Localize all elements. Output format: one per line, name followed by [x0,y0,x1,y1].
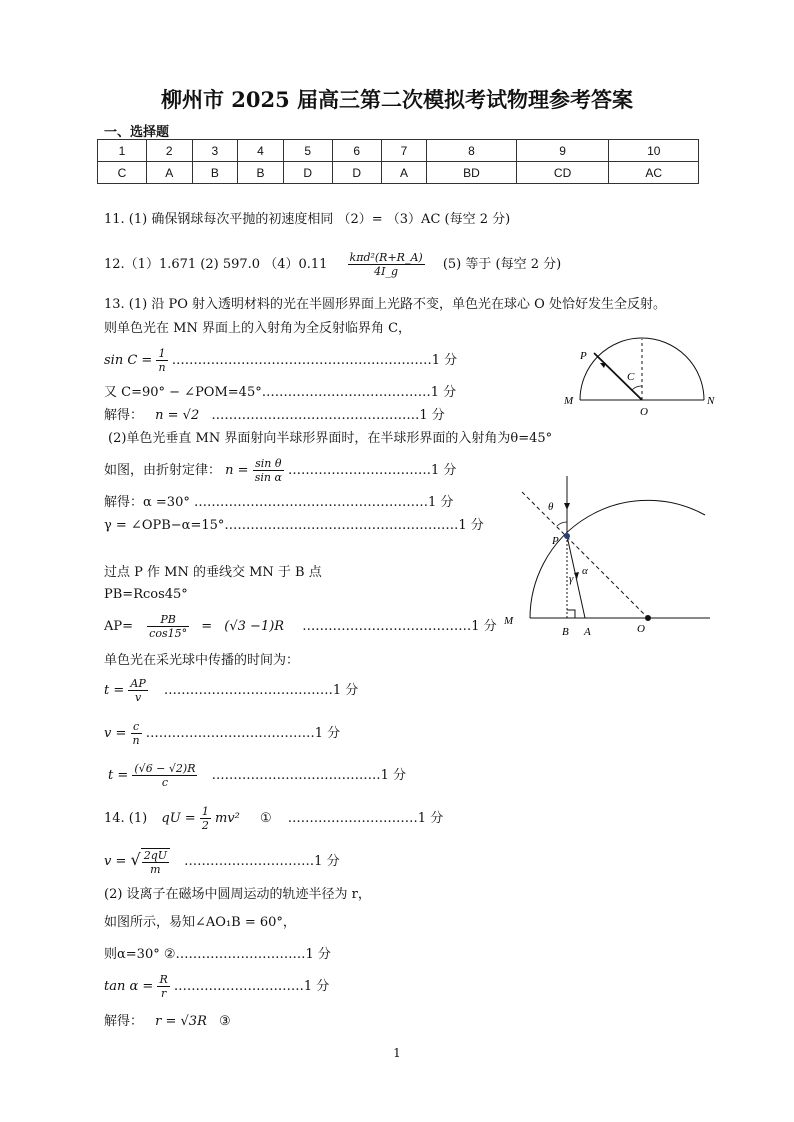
q13-v-fraction [131,720,142,747]
q14-line3: (2) 设离子在磁场中圆周运动的轨迹半径为 r， [104,887,371,902]
q13-intro-2: 则单色光在 MN 界面上的入射角为全反射临界角 C， [104,321,412,336]
q13-t1-dots: …………………………………1 分 [163,683,359,698]
question-number-cell: 4 [238,140,284,162]
q13-part2: (2)单色光垂直 MN 界面射向半球形界面时，在半球形界面的入射角为θ=45° [108,431,553,446]
q13-t2-dots: …………………………………1 分 [211,768,407,783]
q14-l6-den: r [160,987,167,1000]
q13-refraction-fraction [253,457,284,484]
question-number-cell: 3 [192,140,238,162]
q14-l1-eq: qU = [161,811,196,826]
q14-l7-mark: ③ [219,1014,231,1029]
answer-cell: BD [427,162,516,184]
q14-l7-lhs: 解得： [104,1014,144,1029]
fig2-label-gamma: γ [569,573,574,585]
fig2-normal-dashed [522,492,648,618]
fig2-point-p [564,533,570,539]
q13-intro-1: 13. (1) 沿 PO 射入透明材料的光在半圆形界面上光路不变，单色光在球心 O 处恰好发生全反射。 [104,297,666,312]
q14-l6-lhs: tan α = [104,979,154,994]
answer-cell: AC [609,162,699,184]
q13-t1-num: AP [130,677,146,690]
q14-line1 [104,804,443,834]
question-number-cell: 8 [427,140,516,162]
fig2-label-theta: θ [548,501,554,513]
q13-eq1-fraction [156,347,167,374]
q13-v-den: n [132,734,140,747]
q13-v-dots: …………………………………1 分 [145,726,341,741]
section-heading-choice: 一、选择题 [104,125,170,140]
q14-line5: 则α=30° ②…………………………1 分 [104,947,331,962]
q12-line [104,250,561,280]
q12-prefix: 12.（1）1.671 (2) 597.0 （4）0.11 [104,257,328,272]
q13-pb: PB=Rcos45° [104,587,188,602]
fig1-label-p: P [580,350,587,362]
q13-refraction-n: n = [225,463,249,478]
fig2-label-p: P [552,535,559,547]
q14-l1-tail: mv² [214,811,240,826]
fig1-label-c: C [627,371,635,383]
answer-cell: D [283,162,332,184]
q13-eq1 [104,346,457,376]
q14-l6-dots: …………………………1 分 [173,979,330,994]
q12-formula-denominator: 4I_g [374,265,399,278]
q14-l7-value: r = √3R [155,1014,207,1029]
fig1-label-n: N [707,395,715,407]
question-number-cell: 9 [516,140,609,162]
q13-perpendicular: 过点 P 作 MN 的垂线交 MN 于 B 点 [104,565,322,580]
fig2-label-o: O [637,623,645,635]
q13-gamma: γ = ∠OPB−α=15°………………………………………………1 分 [104,518,484,533]
q13-eq2: 又 C=90° − ∠POM=45°…………………………………1 分 [104,385,457,400]
q13-eq3-dots: …………………………………………1 分 [211,408,445,423]
q13-refraction-dots: ……………………………1 分 [288,463,457,478]
q13-ap-eq: = [201,619,213,634]
answer-cell: B [238,162,284,184]
question-number-cell: 1 [98,140,147,162]
q14-l2-num: 2qU [143,848,168,862]
fig2-arc [530,500,705,618]
q13-eq3 [104,407,445,425]
q13-t1-fraction [128,677,147,704]
question-number-cell: 7 [381,140,427,162]
q13-ap-fraction [147,613,189,640]
fig2-label-a: A [584,626,591,638]
fig2-right-angle-mark [567,610,575,618]
q13-v-lhs: v = [104,726,127,741]
q14-l1-num: 1 [201,805,209,818]
q13-eq1-den: n [158,361,166,374]
q12-formula [348,251,425,278]
q14-l1-dots: …………………………1 分 [287,811,444,826]
q13-v-num: c [131,720,142,734]
q14-l2-dots: …………………………1 分 [184,854,340,869]
q13-t2 [108,761,406,791]
q13-t2-num: (√6 − √2)R [134,762,196,775]
fig1-label-m: M [564,395,574,407]
fig2-point-o [645,615,651,621]
q12-suffix: (5) 等于 (每空 2 分) [442,257,562,272]
question-number-cell: 2 [146,140,192,162]
answer-cell: A [381,162,427,184]
answer-cell: B [192,162,238,184]
answer-table [97,139,699,184]
figure-refraction-diagram [500,470,710,640]
fig1-incident-ray [594,353,642,400]
q13-t2-fraction [132,762,197,789]
q14-line4: 如图所示，易知∠AO₁B = 60°， [104,915,296,930]
q14-l1-den: 2 [201,819,209,832]
q14-l1-mark: ① [260,811,272,826]
q14-l2-den: m [150,862,161,876]
fig2-label-b: B [562,626,569,638]
q13-eq3-value: n = √2 [155,408,200,423]
q13-alpha: 解得：α =30° ………………………………………………1 分 [104,495,454,510]
fig2-refracted-arrow [574,572,579,579]
q14-line6 [104,972,329,1002]
question-number-cell: 5 [283,140,332,162]
sqrt-symbol: √ [130,850,141,869]
q13-refraction-den: sin α [254,471,282,484]
fig1-label-o: O [640,406,648,418]
q13-t1-lhs: t = [104,683,125,698]
q13-ap-lhs: AP= [104,619,134,634]
q13-eq1-dots: ……………………………………………………1 分 [171,353,458,368]
q13-refraction-num: sin θ [253,457,284,471]
answer-table-answer-row [98,162,699,184]
q13-refraction-lhs: 如图，由折射定律： [104,463,222,478]
fig2-label-alpha: α [582,565,588,577]
q12-formula-numerator: kπd²(R+R_A) [349,251,423,264]
q13-eq3-lhs: 解得： [104,408,144,423]
q13-time-intro: 单色光在采光球中传播的时间为： [104,653,300,668]
fig1-angle-arc [632,386,642,390]
fig1-ray-arrow [600,363,606,368]
q13-t1 [104,676,358,706]
q13-refraction-law [104,456,456,486]
answer-cell: A [146,162,192,184]
q14-line7 [104,1013,231,1031]
q13-eq1-num: 1 [156,347,167,361]
question-number-cell: 6 [332,140,381,162]
q13-t2-den: c [161,776,169,789]
answer-cell: CD [516,162,609,184]
q14-l6-fraction [157,973,169,1000]
q14-l2-fraction [141,848,170,876]
answer-table-number-row [98,140,699,162]
fig2-incident-arrow [564,503,570,510]
q13-eq1-lhs: sin C = [104,353,153,368]
q14-line2 [104,845,340,877]
q13-ap-rhs: (√3 −1)R [224,619,285,634]
q13-ap-dots: …………………………………1 分 [302,619,497,634]
q13-t2-lhs: t = [108,768,129,783]
question-number-cell: 10 [609,140,699,162]
fig2-theta-arc [557,522,567,526]
page-title: 柳州市 2025 届高三第二次模拟考试物理参考答案 [160,87,634,112]
q14-prefix: 14. (1) [104,811,148,826]
q14-l1-fraction [200,805,211,832]
answer-cell: C [98,162,147,184]
fig2-label-m: M [504,615,514,627]
q13-v [104,719,340,749]
page-number: 1 [393,1046,401,1060]
q14-l2-lhs: v = [104,854,127,869]
q13-ap [104,612,497,642]
figure-semicircle-critical-angle [560,335,730,420]
q13-t1-den: v [134,691,142,704]
q14-l6-num: R [159,973,168,986]
q13-ap-den: cos15° [149,627,188,640]
answer-cell: D [332,162,381,184]
q13-ap-num: PB [147,613,189,627]
q11-line: 11. (1) 确保钢球每次平抛的初速度相同 （2）= （3）AC (每空 2 分) [104,212,511,227]
